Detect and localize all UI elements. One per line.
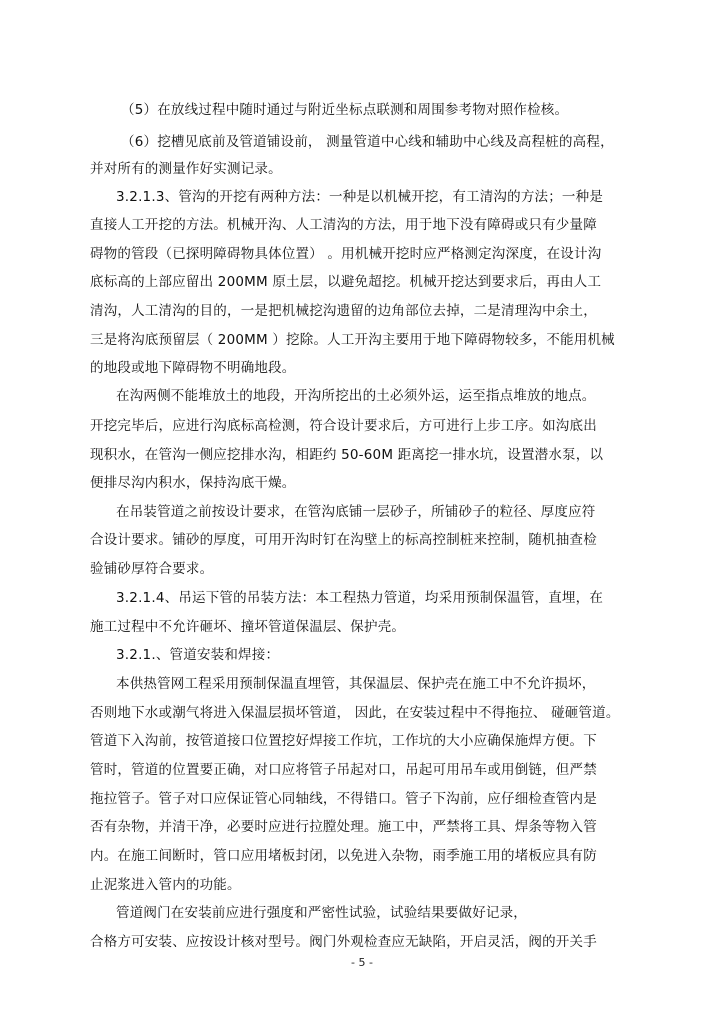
paragraph-line: 否有杂物，并清干净，必要时应进行拉膛处理。施工中，严禁将工具、焊条等物入管: [90, 819, 597, 835]
paragraph-line: 内。在施工间断时，管口应用堵板封闭，以免进入杂物，雨季施工用的堵板应具有防: [90, 848, 597, 864]
paragraph-line: 底标高的上部应留出 200MM 原土层，以避免超挖。机械开挖达到要求后，再由人工: [90, 274, 602, 290]
paragraph-line: 否则地下水或潮气将进入保温层损坏管道， 因此，在安装过程中不得拖拉、 碰砸管道。: [90, 705, 620, 721]
paragraph-line: 直接人工开挖的方法。机械开沟、人工清沟的方法，用于地下没有障碍或只有少量障: [90, 217, 597, 233]
paragraph-line: 拖拉管子。管子对口应保证管心同轴线，不得错口。管子下沟前，应仔细检查管内是: [90, 791, 597, 807]
paragraph-line: 3.2.1.4、吊运下管的吊装方法：本工程热力管道，均采用预制保温管，直埋，在: [116, 590, 604, 606]
paragraph-line: 在沟两侧不能堆放土的地段，开沟所挖出的土必须外运，运至指点堆放的地点。: [116, 388, 596, 404]
paragraph-line: 现积水，在管沟一侧应挖排水沟，相距约 50-60M 距离挖一排水坑，设置潜水泵，以: [90, 447, 604, 463]
paragraph-line: 止泥浆进入管内的功能。: [90, 877, 241, 893]
paragraph-line: 3.2.1.3、管沟的开挖有两种方法：一种是以机械开挖，有工清沟的方法；一种是: [116, 189, 604, 205]
paragraph-line: 开挖完毕后，应进行沟底标高检测，符合设计要求后，方可进行上步工序。如沟底出: [90, 418, 597, 434]
paragraph-line: （5）在放线过程中随时通过与附近坐标点联测和周围参考物对照作检核。: [121, 102, 569, 118]
paragraph-line: 管道阀门在安装前应进行强度和严密性试验，试验结果要做好记录，: [116, 905, 527, 921]
paragraph-line: （6）挖槽见底前及管道铺设前， 测量管道中心线和辅助中心线及高程桩的高程，: [121, 134, 614, 150]
page-number: - 5 -: [351, 956, 373, 969]
paragraph-line: 合设计要求。铺砂的厚度，可用开沟时钉在沟壁上的标高控制桩来控制，随机抽查检: [90, 532, 597, 548]
paragraph-line: 便排尽沟内积水，保持沟底干燥。: [90, 475, 296, 491]
paragraph-line: 在吊装管道之前按设计要求，在管沟底铺一层砂子，所铺砂子的粒径、厚度应符: [116, 504, 596, 520]
paragraph-line: 本供热管网工程采用预制保温直埋管，其保温层、保护壳在施工中不允许损坏，: [116, 676, 596, 692]
paragraph-line: 验铺砂厚符合要求。: [90, 561, 214, 577]
paragraph-line: 三是将沟底预留层（ 200MM ）挖除。人工开沟主要用于地下障碍物较多，不能用机械: [90, 332, 615, 348]
paragraph-line: 管时，管道的位置要正确，对口应将管子吊起对口，吊起可用吊车或用倒链，但严禁: [90, 762, 597, 778]
paragraph-line: 碍物的管段（已探明障碍物具体位置） 。用机械开挖时应严格测定沟深度，在设计沟: [90, 246, 602, 262]
paragraph-line: 管道下入沟前，按管道接口位置挖好焊接工作坑，工作坑的大小应确保施焊方便。下: [90, 733, 597, 749]
paragraph-line: 并对所有的测量作好实测记录。: [90, 161, 282, 177]
paragraph-line: 合格方可安装、应按设计核对型号。阀门外观检查应无缺陷，开启灵活，阀的开关手: [90, 934, 597, 950]
paragraph-line: 清沟，人工清沟的目的，一是把机械挖沟遗留的边角部位去掉，二是清理沟中余土，: [90, 303, 597, 319]
paragraph-line: 的地段或地下障碍物不明确地段。: [90, 360, 296, 376]
paragraph-line: 施工过程中不允许砸坏、撞坏管道保温层、保护壳。: [90, 619, 406, 635]
paragraph-line: 3.2.1.、管道安装和焊接：: [116, 647, 280, 663]
